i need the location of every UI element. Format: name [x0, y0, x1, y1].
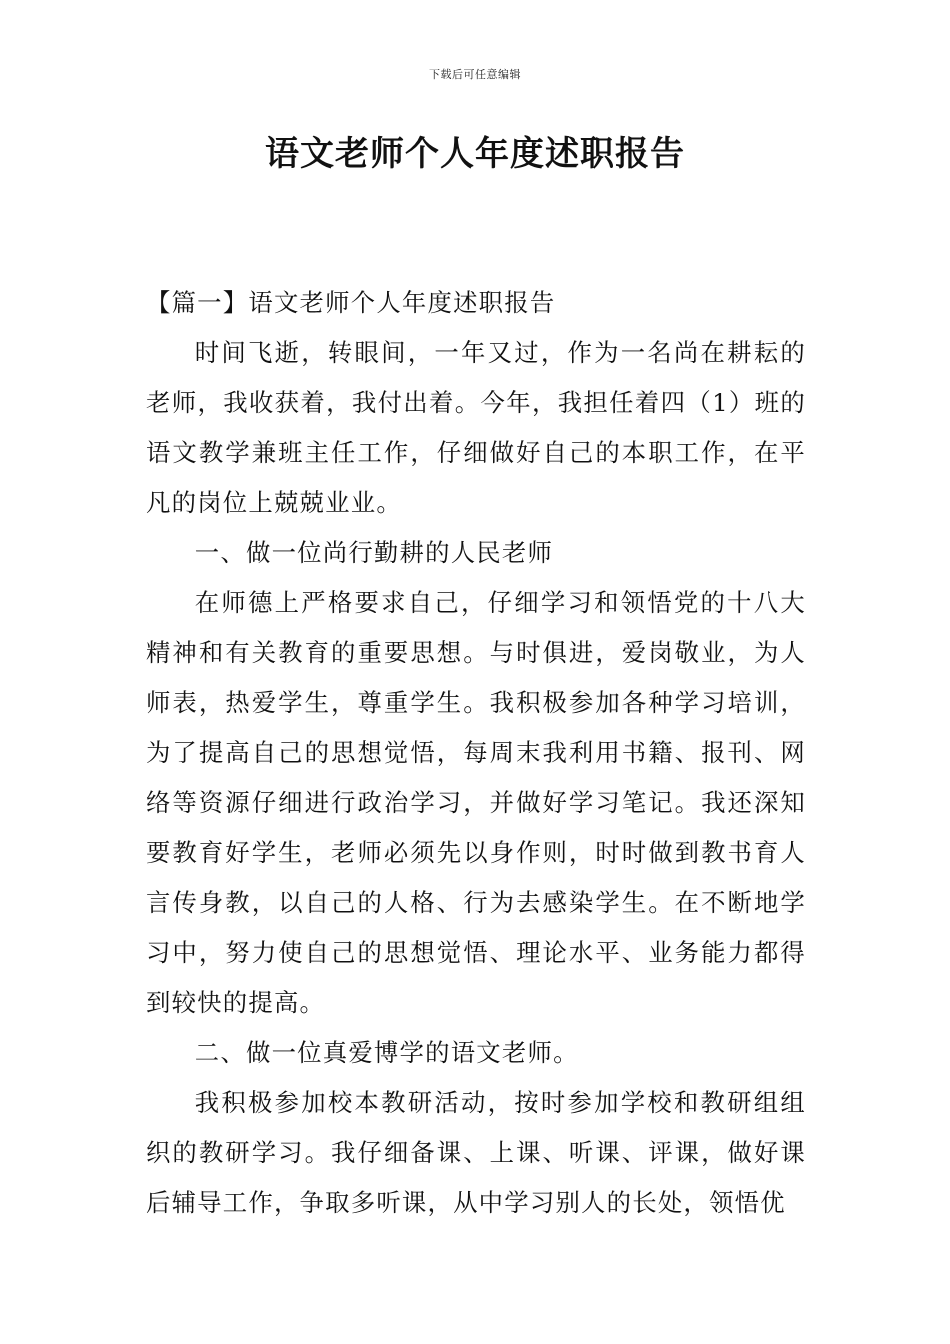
- section-heading: 【篇一】语文老师个人年度述职报告: [146, 288, 556, 317]
- paragraph-teaching: 我积极参加校本教研活动，按时参加学校和教研组组织的教研学习。我仔细备课、上课、听课、评课，做好课后辅导工作，争取多听课，从中学习别人的长处，领悟优: [146, 1088, 806, 1217]
- paragraph-intro: 时间飞逝，转眼间，一年又过，作为一名尚在耕耘的老师，我收获着，我付出着。今年，我担任着四（1）班的语文教学兼班主任工作，仔细做好自己的本职工作，在平凡的岗位上兢兢业业。: [146, 338, 806, 517]
- subheading-1: 一、做一位尚行勤耕的人民老师: [194, 538, 554, 567]
- subheading-2: 二、做一位真爱博学的语文老师。: [194, 1038, 579, 1067]
- document-body: [146, 278, 806, 1228]
- header-note: 下载后可任意编辑: [429, 68, 521, 81]
- paragraph-ethics: 在师德上严格要求自己，仔细学习和领悟党的十八大精神和有关教育的重要思想。与时俱进，爱岗敬业，为人师表，热爱学生，尊重学生。我积极参加各种学习培训，为了提高自己的思想觉悟，每周末我利用书籍、报刊、网络等资源仔细进行政治学习，并做好学习笔记。我还深知要教育好学生，老师必须先以身作则，时时做到教书育人言传身教，以自己的人格、行为去感染学生。在不断地学习中，努力使自己的思想觉悟、理论水平、业务能力都得到较快的提高。: [146, 588, 806, 1017]
- document-title: 语文老师个人年度述职报告: [265, 134, 685, 174]
